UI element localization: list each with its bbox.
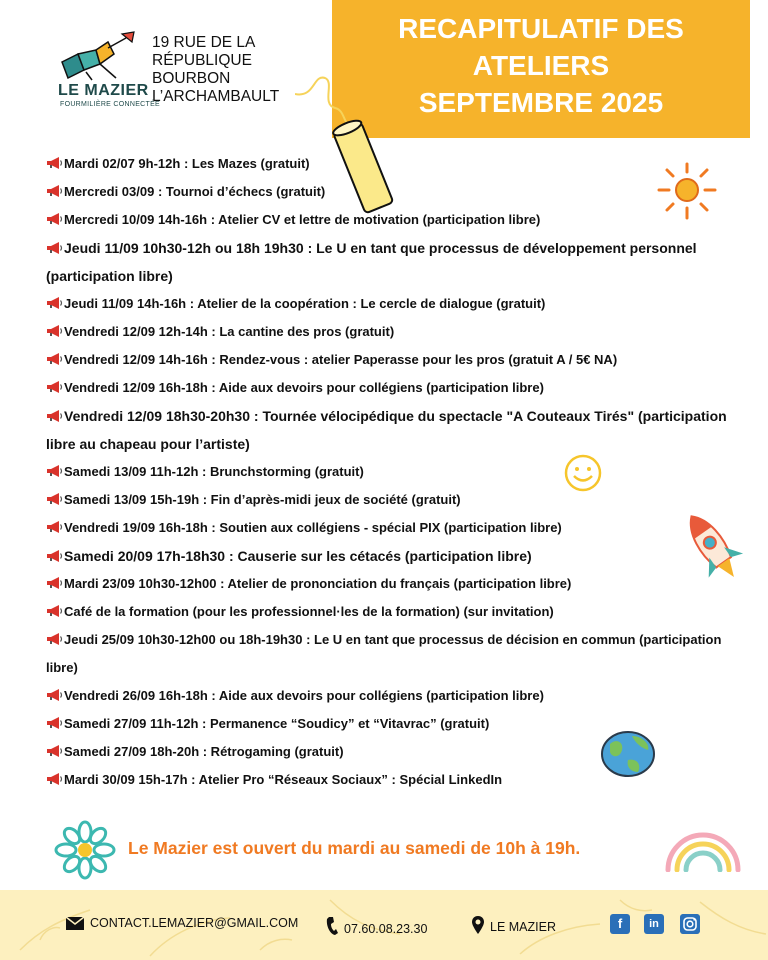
megaphone-icon — [46, 381, 63, 393]
workshop-item — [46, 402, 746, 458]
workshop-text: Mardi 30/09 15h-17h : Atelier Pro “Réseaux Sociaux” : Spécial LinkedIn — [64, 772, 503, 787]
workshop-item — [46, 458, 746, 486]
rainbow-icon — [660, 812, 746, 872]
location-text: LE MAZIER — [490, 920, 556, 934]
megaphone-icon — [46, 242, 63, 254]
workshop-item — [46, 178, 746, 206]
workshop-item — [46, 234, 746, 290]
megaphone-icon — [46, 410, 63, 422]
address-line: 19 RUE DE LA — [152, 34, 256, 51]
workshop-item — [46, 766, 746, 794]
workshop-text: Vendredi 12/09 14h-16h : Rendez-vous : atelier Paperasse pour les pros (gratuit A / 5€ NA) — [64, 352, 618, 367]
workshop-item — [46, 570, 746, 598]
workshop-item — [46, 486, 746, 514]
megaphone-icon — [46, 493, 63, 505]
address — [152, 34, 279, 106]
workshop-text: Café de la formation (pour les professionnel·les de la formation) (sur invitation) — [64, 604, 554, 619]
title-line: SEPTEMBRE 2025 — [418, 87, 664, 118]
workshop-item — [46, 318, 746, 346]
workshop-text: Vendredi 12/09 18h30-20h30 : Tournée vélocipédique du spectacle "A Couteaux Tirés" (participation libre au chapeau pour l’artiste) — [46, 408, 727, 452]
contact-location[interactable] — [472, 916, 556, 934]
workshop-item — [46, 542, 746, 570]
megaphone-icon — [46, 325, 63, 337]
workshop-text: Vendredi 12/09 12h-14h : La cantine des pros (gratuit) — [64, 324, 395, 339]
workshop-text: Mercredi 10/09 14h-16h : Atelier CV et lettre de motivation (participation libre) — [64, 212, 541, 227]
flower-icon — [54, 820, 116, 880]
megaphone-icon — [46, 550, 63, 562]
workshop-item — [46, 626, 746, 682]
address-line: BOURBON — [152, 70, 231, 87]
megaphone-icon — [46, 521, 63, 533]
workshop-text: Mardi 02/07 9h-12h : Les Mazes (gratuit) — [64, 156, 310, 171]
megaphone-icon — [46, 745, 63, 757]
megaphone-icon — [46, 633, 63, 645]
workshop-text: Jeudi 11/09 14h-16h : Atelier de la coopération : Le cercle de dialogue (gratuit) — [64, 296, 546, 311]
workshop-item — [46, 150, 746, 178]
megaphone-icon — [46, 157, 63, 169]
workshop-item — [46, 346, 746, 374]
workshop-text: Vendredi 19/09 16h-18h : Soutien aux collégiens - spécial PIX (participation libre) — [64, 520, 562, 535]
megaphone-icon — [46, 297, 63, 309]
workshop-text: Mercredi 03/09 : Tournoi d’échecs (gratuit) — [64, 184, 326, 199]
address-line: L’ARCHAMBAULT — [152, 88, 280, 105]
phone-text: 07.60.08.23.30 — [344, 922, 428, 936]
phone-icon — [326, 916, 338, 936]
logo-name: LE MAZIER — [58, 82, 149, 99]
workshop-text: Samedi 13/09 15h-19h : Fin d’après-midi jeux de société (gratuit) — [64, 492, 461, 507]
location-pin-icon — [472, 916, 484, 934]
workshop-item — [46, 514, 746, 542]
logo-tagline: FOURMILIÈRE CONNECTÉE — [60, 101, 161, 108]
instagram-icon[interactable] — [680, 914, 700, 934]
linkedin-icon[interactable]: in — [644, 914, 664, 934]
workshop-list — [46, 150, 746, 794]
workshop-item — [46, 682, 746, 710]
megaphone-icon — [46, 605, 63, 617]
workshop-text: Vendredi 12/09 16h-18h : Aide aux devoirs pour collégiens (participation libre) — [64, 380, 544, 395]
megaphone-icon — [46, 353, 63, 365]
workshop-text: Jeudi 25/09 10h30-12h00 ou 18h-19h30 : Le U en tant que processus de décision en commun (participation libre) — [46, 632, 722, 675]
megaphone-icon — [46, 773, 63, 785]
workshop-text: Samedi 27/09 18h-20h : Rétrogaming (gratuit) — [64, 744, 344, 759]
megaphone-icon — [46, 465, 63, 477]
workshop-text: Jeudi 11/09 10h30-12h ou 18h 19h30 : Le U en tant que processus de développement personnel (participation libre) — [46, 240, 697, 284]
megaphone-icon — [46, 185, 63, 197]
workshop-item — [46, 290, 746, 318]
megaphone-icon — [46, 689, 63, 701]
footer — [0, 890, 768, 960]
workshop-text: Samedi 13/09 11h-12h : Brunchstorming (gratuit) — [64, 464, 364, 479]
megaphone-icon — [46, 213, 63, 225]
workshop-item — [46, 374, 746, 402]
workshop-item — [46, 206, 746, 234]
opening-hours: Le Mazier est ouvert du mardi au samedi de 10h à 19h. — [128, 838, 581, 858]
contact-email[interactable] — [66, 916, 298, 930]
workshop-item — [46, 598, 746, 626]
title-line: RECAPITULATIF DES — [398, 13, 684, 44]
workshop-text: Samedi 27/09 11h-12h : Permanence “Soudicy” et “Vitavrac” (gratuit) — [64, 716, 490, 731]
workshop-item — [46, 738, 746, 766]
workshop-text: Samedi 20/09 17h-18h30 : Causerie sur les cétacés (participation libre) — [64, 548, 532, 564]
title-line: ATELIERS — [472, 50, 610, 81]
email-text: CONTACT.LEMAZIER@GMAIL.COM — [90, 916, 299, 930]
address-line: RÉPUBLIQUE — [152, 52, 252, 69]
workshop-text: Mardi 23/09 10h30-12h00 : Atelier de prononciation du français (participation libre) — [64, 576, 572, 591]
facebook-icon[interactable]: f — [610, 914, 630, 934]
megaphone-icon — [46, 577, 63, 589]
workshop-item — [46, 710, 746, 738]
workshop-text: Vendredi 26/09 16h-18h : Aide aux devoirs pour collégiens (participation libre) — [64, 688, 544, 703]
contact-phone[interactable] — [326, 916, 427, 936]
envelope-icon — [66, 917, 84, 930]
megaphone-icon — [46, 717, 63, 729]
